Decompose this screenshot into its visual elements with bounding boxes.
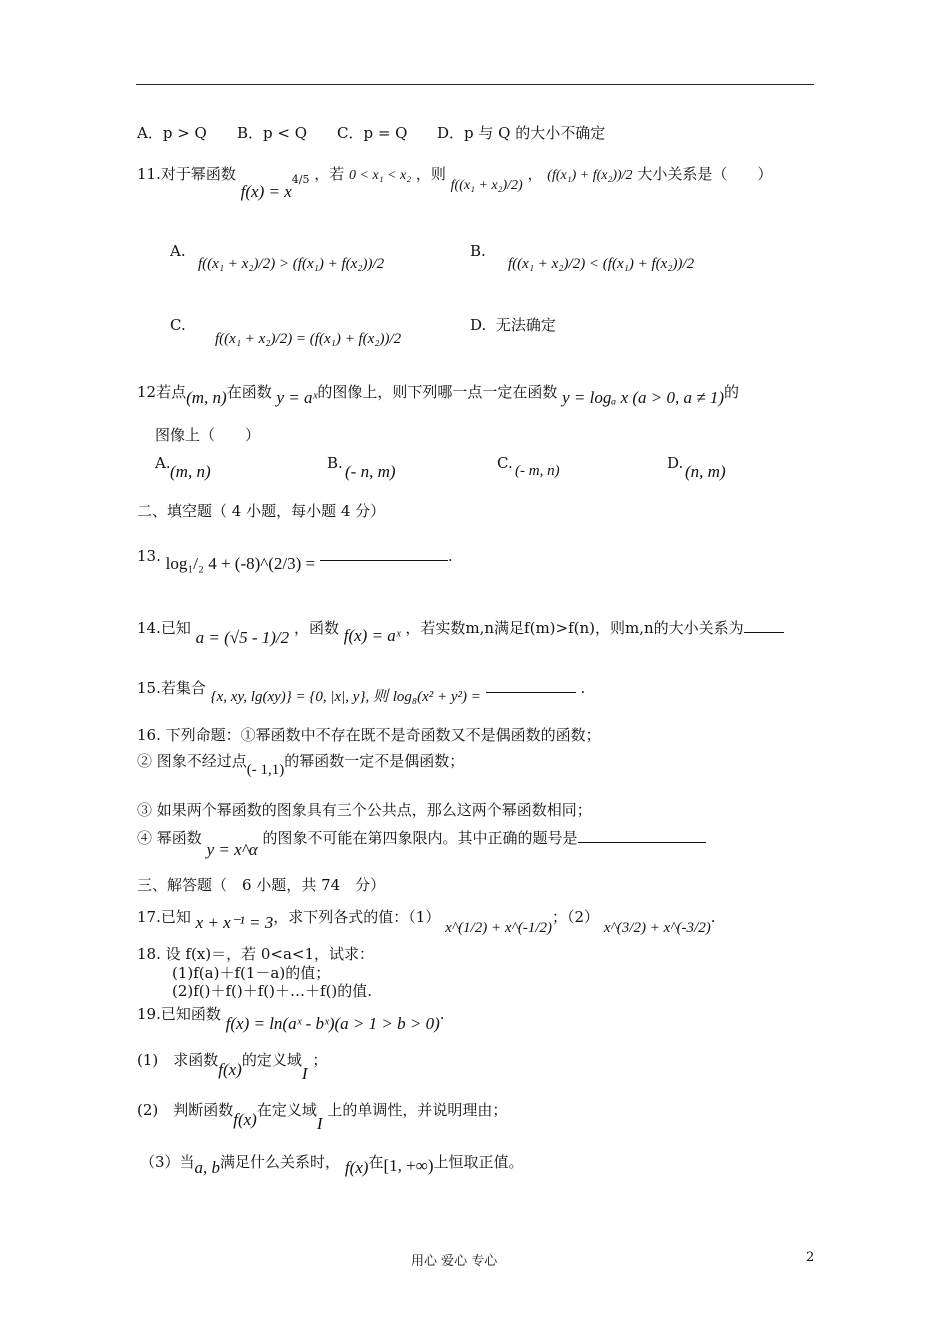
q14-function: f(x) = aˣ [343,626,401,645]
q15: 15.若集合 {x, xy, lg(xy)} = {0, |x|, y}, 则 log₈(x² + y²) = . [137,679,586,705]
q17-expression-2: x^(3/2) + x^(-3/2) [603,920,711,936]
q11-option-c: f((x₁ + x₂)/2) = (f(x₁) + f(x₂))/2 [215,331,402,347]
q19-part-2: (2) 判断函数f(x)在定义域I 上的单调性，并说明理由； [137,1101,508,1133]
q14: 14.已知 a = (√5 - 1)/2 ，函数 f(x) = aˣ ，若实数m,n满足f(m)>f(n)，则m,n的大小关系为 [137,618,784,638]
q11-lhs-expr: f((x₁ + x₂)/2) [450,178,523,193]
q11-option-a: f((x₁ + x₂)/2) > (f(x₁) + f(x₂))/2 [198,256,385,272]
header-rule [136,84,814,85]
q12-point: (m, n) [186,388,227,407]
q12-option-c-label: C. [497,454,513,472]
q12-option-c: (- m, n) [515,463,560,479]
q17-condition: x + x⁻¹ = 3 [195,913,274,932]
q18-line-2: (1)f(a)＋f(1－a)的值； [172,964,331,982]
q17: 17.已知 x + x⁻¹ = 3，求下列各式的值：（1） x^(1/2) + x^(-1/2)；（2） x^(3/2) + x^(-3/2). [137,908,716,936]
q16-point: (- 1,1) [246,762,285,778]
q14-a-definition: a = (√5 - 1)/2 [195,628,290,647]
q16-line-4: ④ 幂函数 y = x^α 的图象不可能在第四象限内。其中正确的题号是 [137,828,706,848]
q12-option-a-label: A. [155,454,171,472]
q11-rhs-expr: (f(x₁) + f(x₂))/2 [547,168,633,183]
q15-answer-blank [486,692,576,693]
q19-stem: 19.已知函数 f(x) = ln(aˣ - bˣ)(a > 1 > b > 0). [137,1005,445,1033]
q12-option-d: (n, m) [685,462,726,481]
footer-text: 用心 爱心 专心 [411,1254,498,1269]
q10-option-a: A．p > Q [137,124,207,142]
q10-option-c: C．p = Q [337,124,408,142]
q11-option-b-label: B. [470,242,486,260]
q12-stem: 12若点(m, n)在函数 y = aˣ的图像上，则下列哪一点一定在函数 y = logₐ x (a > 0, a ≠ 1)的 [137,383,740,407]
q12-option-b: (- n, m) [345,462,396,481]
q12-option-a: (m, n) [170,462,211,481]
q12-stem-cont: 图像上（ ） [155,426,261,444]
section-fill-in-heading: 二、填空题（ 4 小题，每小题 4 分） [137,502,386,520]
q10-option-d: D．p 与 Q 的大小不确定 [437,124,606,142]
q16-line-2: ② 图象不经过点(- 1,1)的幂函数一定不是偶函数； [137,752,465,778]
q12-exp-function: y = aˣ [276,388,318,407]
q13-expression: log₁/₂ 4 + (-8)^(2/3) = [165,554,316,573]
q16-line-1: 16. 下列命题：①幂函数中不存在既不是奇函数又不是偶函数的函数； [137,726,601,744]
q18-line-3: (2)f()＋f()＋f()＋…＋f()的值. [172,982,373,1000]
q16-answer-blank [578,842,706,843]
q16-line-3: ③ 如果两个幂函数的图象具有三个公共点，那么这两个幂函数相同； [137,801,592,819]
page-number: 2 [806,1250,815,1265]
q13: 13. log₁/₂ 4 + (-8)^(2/3) = . [137,547,453,573]
q11-function: f(x) = x [240,182,292,201]
q17-expression-1: x^(1/2) + x^(-1/2) [445,920,552,936]
q11-option-d: D. 无法确定 [470,316,556,334]
section-solve-heading: 三、解答题（ 6 小题，共 74 分） [137,876,386,894]
q12-option-b-label: B. [327,454,343,472]
q15-expression: log₈(x² + y²) = [392,689,481,705]
q19-part-1: (1) 求函数f(x)的定义域I ； [137,1051,328,1083]
q18-line-1: 18. 设 f(x)＝，若 0<a<1，试求： [137,945,375,963]
q19-part-3: （3）当a, b满足什么关系时， f(x)在[1, +∞)上恒取正值。 [140,1153,524,1177]
q19-function: f(x) = ln(aˣ - bˣ)(a > 1 > b > 0) [225,1014,440,1033]
q11-exponent: 4/5 [291,173,310,186]
q10-option-b: B．p < Q [237,124,308,142]
q11-condition: 0 < x₁ < x₂ [349,168,412,183]
q14-answer-blank [744,632,784,633]
q11-option-c-label: C. [170,316,186,334]
q12-log-function: y = logₐ x (a > 0, a ≠ 1) [562,388,725,407]
q12-option-d-label: D. [667,454,684,472]
q13-answer-blank [320,560,448,561]
q15-set-equation: {x, xy, lg(xy)} = {0, |x|, y}, 则 [210,689,388,705]
q11-stem: 11.对于幂函数 $f(x) = x_{4/5}$ ，若 0 < x₁ < x₂ ，则 f((x₁ + x₂)/2) ， (f(x₁) + f(x₂))/2 大小关系是（ ） [137,165,773,201]
q11-option-a-label: A. [170,242,186,260]
q11-option-b: f((x₁ + x₂)/2) < (f(x₁) + f(x₂))/2 [508,256,695,272]
q16-power-function: y = x^α [206,840,258,859]
